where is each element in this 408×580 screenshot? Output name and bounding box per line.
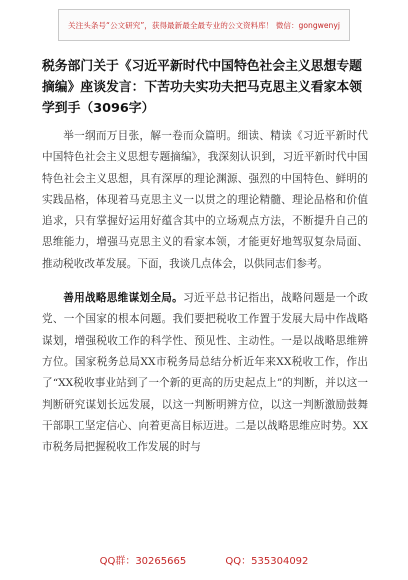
paragraph-intro [42,126,368,275]
document-title: 税务部门关于《习近平新时代中国特色社会主义思想专题摘编》座谈发言：下苦功夫实功夫把马克思主义看家本领学到手（3096字） [42,59,362,116]
document-body [42,126,368,458]
paragraph-text: 举一纲而万目张，解一卷而众篇明。细读、精读《习近平新时代中国特色社会主义思想专题摘编》，我深刻认识到，习近平新时代中国特色社会主义思想，具有深厚的理论渊源、强烈的中国特色、鲜明的实践品格，体现着马克思主义一以贯之的理论精髓、理论品格和价值追求，只有掌握好运用好蕴含其中的立场观点方法，不断提升自己的思维能力，增强马克思主义的看家本领，才能更好地驾驭复杂局面、推动税收改革发展。下面，我谈几点体会，以供同志们参考。 [42,130,368,270]
paragraph-strategic-thinking [42,288,368,458]
paragraph-text: 习近平总书记指出，战略问题是一个政党、一个国家的根本问题。我们要把税收工作置于发展大局中作战略谋划，增强税收工作的科学性、预见性、主动性。一是以战略思维辨方位。国家税务总局XX市税务局总结分析近年来XX税收工作，作出了“XX税收事业站到了一个新的更高的历史起点上”的判断，并以这一判断研究谋划长远发展，以这一判断明辨方位，以这一判断激励鼓舞干部职工坚定信心、向着更高目标迈进。二是以战略思维应时势。XX市税务局把握税收工作发展的时与 [42,292,369,454]
footer-contact [0,552,408,567]
qq-contact-label: QQ：535304092 [225,556,309,567]
qq-group-label: QQ群：30265665 [99,556,187,567]
header-banner: 关注头条号“公文研究”，获得最新最全最专业的公文资料库！ 微信：gongwenyj [58,9,350,41]
paragraph-lead: 善用战略思维谋划全局。 [63,292,184,305]
